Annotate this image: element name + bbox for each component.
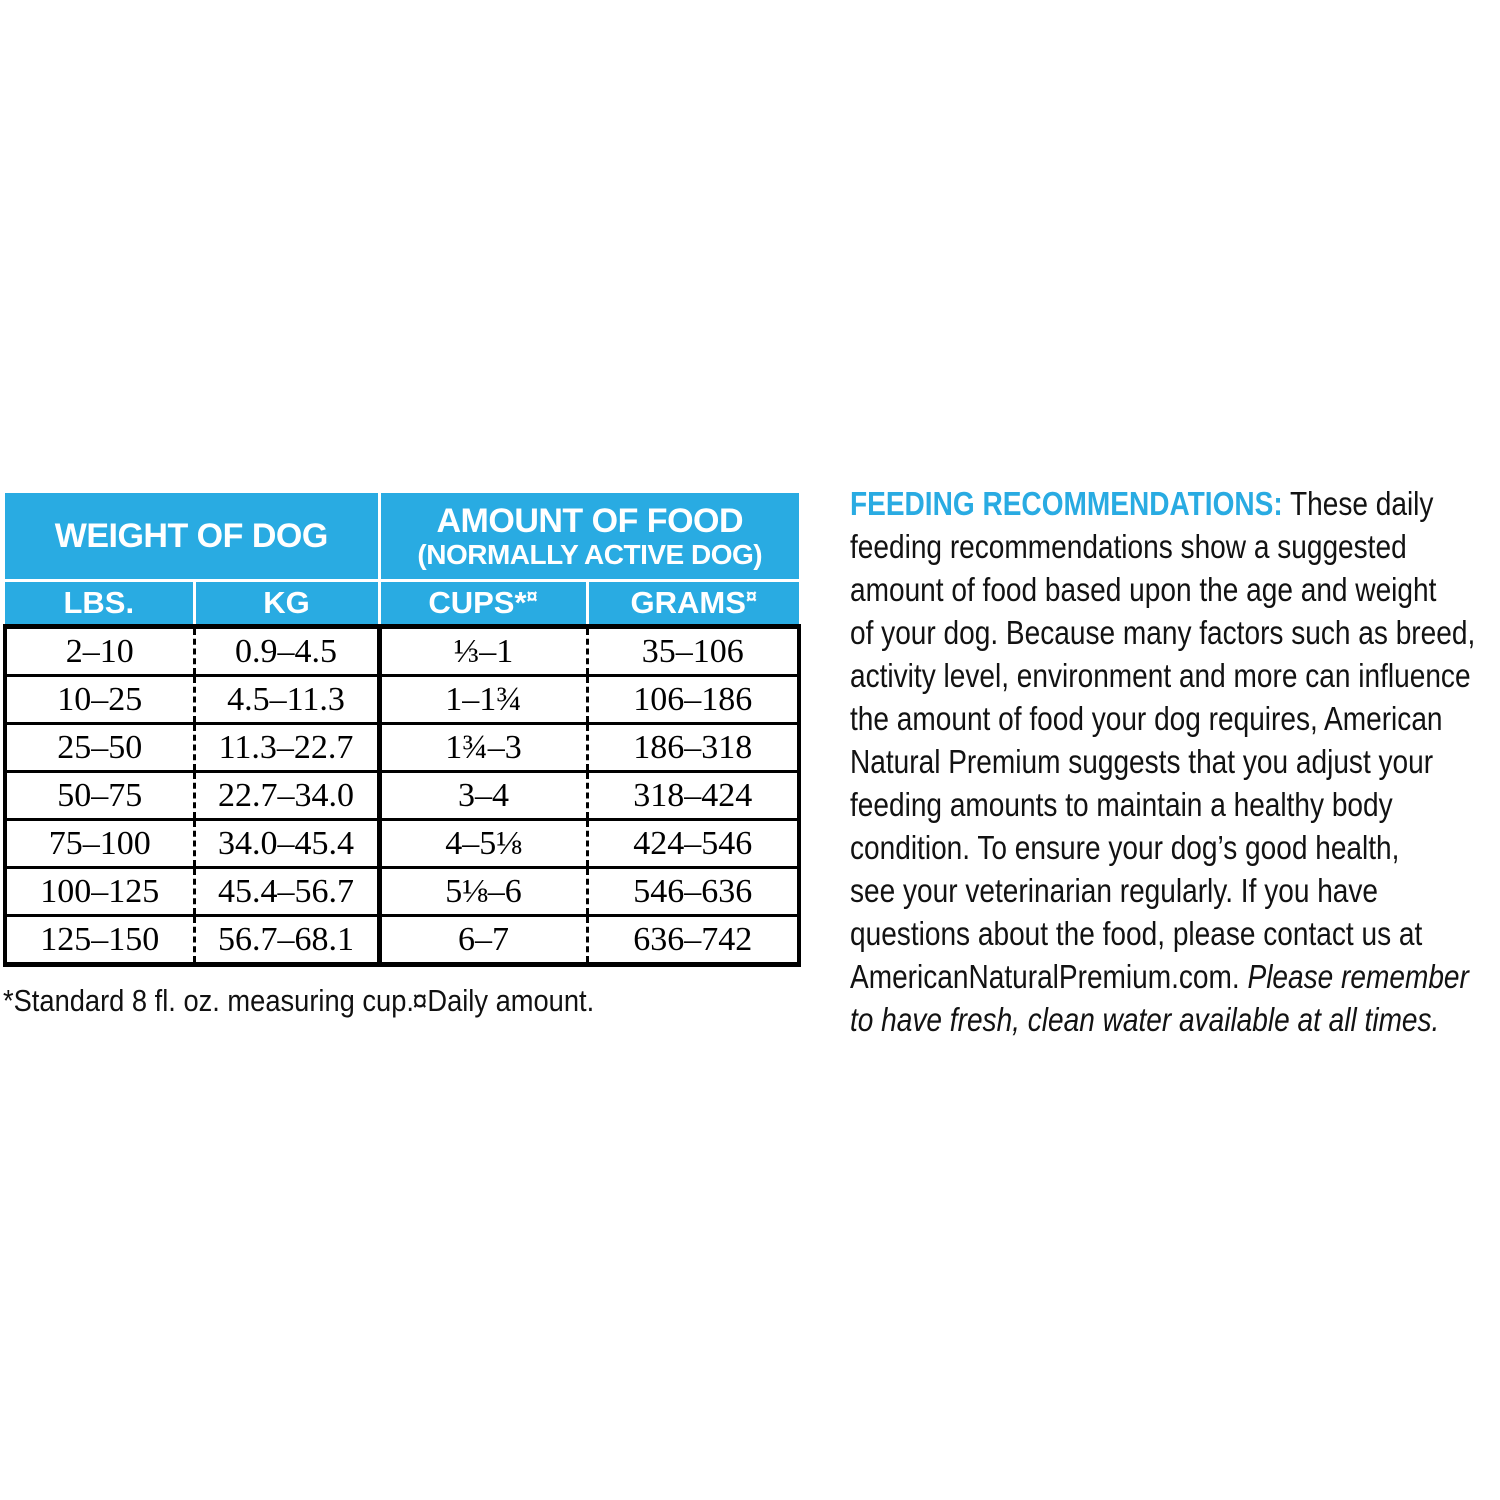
paragraph-line: of your dog. Because many factors such as breed, <box>850 614 1476 651</box>
table-footnotes <box>3 983 883 1023</box>
feeding-recommendations-paragraph <box>850 482 1475 1041</box>
table-row <box>5 916 799 965</box>
cell-kg: 22.7–34.0 <box>194 772 379 820</box>
column-header-grams: GRAMS¤ <box>587 581 799 627</box>
cell-lbs: 10–25 <box>5 676 194 724</box>
feeding-table <box>3 493 801 967</box>
cell-kg: 56.7–68.1 <box>194 916 379 965</box>
paragraph-line: amount of food based upon the age and weight <box>850 571 1437 608</box>
amount-of-food-title: AMOUNT OF FOOD <box>436 501 744 540</box>
water-reminder-note: to have fresh, clean water available at all times. <box>850 1001 1440 1038</box>
footnote-daily-amount: ¤Daily amount. <box>412 983 595 1018</box>
cell-grams: 424–546 <box>587 820 799 868</box>
cell-lbs: 125–150 <box>5 916 194 965</box>
weight-of-dog-title: WEIGHT OF DOG <box>54 516 328 555</box>
paragraph-line: Natural Premium suggests that you adjust your <box>850 743 1434 780</box>
table-row <box>5 772 799 820</box>
table-row <box>5 820 799 868</box>
paragraph-line: feeding recommendations show a suggested <box>850 528 1407 565</box>
column-header-kg: KG <box>194 581 379 627</box>
weight-of-dog-header <box>5 493 379 581</box>
water-reminder-note: Please remember <box>1247 958 1469 995</box>
cell-grams: 636–742 <box>587 916 799 965</box>
cell-kg: 34.0–45.4 <box>194 820 379 868</box>
cell-cups: 6–7 <box>379 916 587 965</box>
cell-grams: 546–636 <box>587 868 799 916</box>
paragraph-line <box>850 998 1475 1041</box>
paragraph-line: see your veterinarian regularly. If you have <box>850 872 1379 909</box>
table-group-header-row <box>5 493 799 581</box>
cell-grams: 318–424 <box>587 772 799 820</box>
cell-cups: 1¾–3 <box>379 724 587 772</box>
paragraph-line: FEEDING RECOMMENDATIONS: These daily <box>850 485 1434 522</box>
cell-kg: 45.4–56.7 <box>194 868 379 916</box>
cell-lbs: 25–50 <box>5 724 194 772</box>
footnote-measuring-cup: *Standard 8 fl. oz. measuring cup. <box>3 983 414 1018</box>
cell-lbs: 50–75 <box>5 772 194 820</box>
table-row <box>5 868 799 916</box>
cell-cups: 1–1¾ <box>379 676 587 724</box>
amount-of-food-subtitle: (NORMALLY ACTIVE DOG) <box>417 538 763 570</box>
paragraph-line: condition. To ensure your dog’s good health, <box>850 829 1400 866</box>
cell-grams: 35–106 <box>587 627 799 676</box>
cell-kg: 11.3–22.7 <box>194 724 379 772</box>
paragraph-line: the amount of food your dog requires, American <box>850 700 1443 737</box>
cell-grams: 186–318 <box>587 724 799 772</box>
column-header-cups: CUPS*¤ <box>379 581 587 627</box>
cell-cups: ⅓–1 <box>379 627 587 676</box>
paragraph-line: questions about the food, please contact us at <box>850 915 1423 952</box>
table-column-header-row <box>5 581 799 627</box>
cell-lbs: 2–10 <box>5 627 194 676</box>
cell-kg: 4.5–11.3 <box>194 676 379 724</box>
feeding-recommendations-heading: FEEDING RECOMMENDATIONS: <box>850 485 1283 522</box>
feeding-table-header <box>5 493 799 627</box>
cell-grams: 106–186 <box>587 676 799 724</box>
cell-lbs: 100–125 <box>5 868 194 916</box>
table-row <box>5 676 799 724</box>
cell-cups: 3–4 <box>379 772 587 820</box>
table-row <box>5 724 799 772</box>
cell-lbs: 75–100 <box>5 820 194 868</box>
paragraph-line: AmericanNaturalPremium.com. Please remember <box>850 958 1469 995</box>
column-header-lbs: LBS. <box>5 581 194 627</box>
paragraph-line: feeding amounts to maintain a healthy body <box>850 786 1393 823</box>
table-row <box>5 627 799 676</box>
feeding-table-body <box>5 627 799 965</box>
cell-cups: 5⅛–6 <box>379 868 587 916</box>
paragraph-line: activity level, environment and more can influence <box>850 657 1471 694</box>
amount-of-food-header <box>379 493 799 581</box>
cell-cups: 4–5⅛ <box>379 820 587 868</box>
cell-kg: 0.9–4.5 <box>194 627 379 676</box>
